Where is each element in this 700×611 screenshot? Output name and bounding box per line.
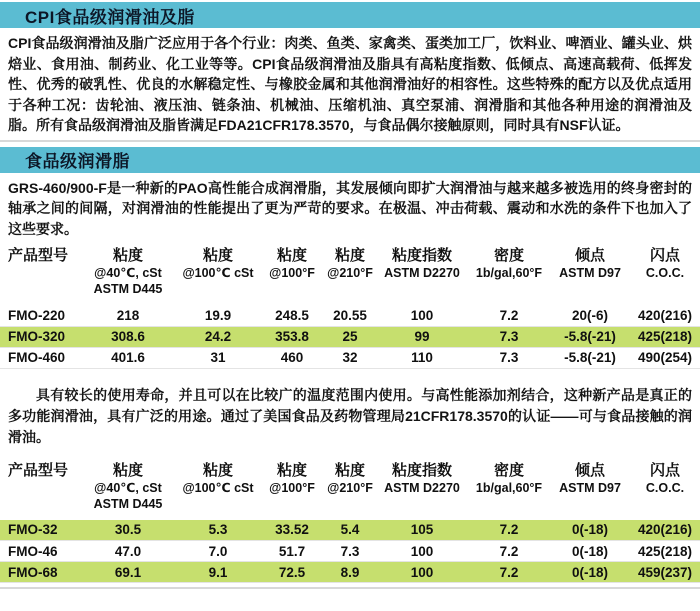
section-header-cpi-food-grade bbox=[0, 2, 700, 28]
column-header-viscosity-210f: 粘度 @210°F bbox=[327, 247, 373, 280]
value-cell: 460 bbox=[280, 350, 304, 365]
value-cell: 490(254) bbox=[637, 350, 693, 365]
value-cell: 425(218) bbox=[637, 543, 693, 559]
value-cell: 420(216) bbox=[637, 307, 693, 323]
value-cell: 0(-18) bbox=[571, 543, 608, 559]
column-header-viscosity-40c: 粘度 @40℃, cSt ASTM D445 bbox=[93, 247, 163, 296]
table-row-fmo-320 bbox=[0, 326, 700, 347]
column-header-viscosity-index: 粘度指数 ASTM D2270 bbox=[384, 461, 460, 495]
value-cell: 7.0 bbox=[208, 543, 228, 559]
column-header-viscosity-100f: 粘度 @100°F bbox=[269, 461, 315, 495]
column-header-flash-point: 闪点 C.O.C. bbox=[645, 461, 685, 495]
section-divider bbox=[0, 140, 700, 142]
intro-paragraph: CPI食品级润滑油及脂广泛应用于各个行业：肉类、鱼类、家禽类、蛋类加工厂，饮料业、啤酒业、罐头业、烘焙业、食用油、制药业、化工业等等。CPI食品级润滑油及脂具有高粘度指数、低倾点、高速高载荷、低挥发性、优秀的破乳性、优良的水解稳定性、与橡胶金属和其他润滑油好的相容性。这些特殊的配方以及优点适用于各种工况：齿轮油、液压油、链条油、机械油、压缩机油、真空泵浦、润滑脂和其他各种用途的润滑油及脂。所有食品级润滑油及脂皆满足FDA21CFR178.3570，与食品偶尔接触原则，同时具有NSF认证。 bbox=[8, 35, 692, 133]
column-header-viscosity-100f: 粘度 @100°F bbox=[269, 247, 315, 280]
value-cell: 8.9 bbox=[340, 564, 360, 580]
value-cell: 105 bbox=[410, 522, 434, 538]
column-header-viscosity-index: 粘度指数 ASTM D2270 bbox=[384, 247, 460, 280]
value-cell: 20.55 bbox=[333, 307, 367, 323]
value-cell: 7.2 bbox=[499, 307, 519, 323]
product-model-cell: FMO-320 bbox=[8, 329, 66, 344]
value-cell: 100 bbox=[410, 307, 434, 323]
value-cell: 69.1 bbox=[114, 564, 142, 580]
value-cell: 7.3 bbox=[499, 350, 519, 365]
column-header-flash-point: 闪点 C.O.C. bbox=[645, 247, 685, 280]
column-header-pour-point: 倾点 ASTM D97 bbox=[559, 247, 621, 280]
value-cell: 72.5 bbox=[278, 564, 306, 580]
value-cell: 308.6 bbox=[111, 329, 145, 344]
column-header-product: 产品型号 bbox=[8, 461, 69, 479]
table-row-fmo-220 bbox=[0, 305, 700, 326]
table-row-fmo-460 bbox=[0, 347, 700, 368]
value-cell: 420(216) bbox=[637, 522, 693, 538]
table-header-row bbox=[0, 460, 700, 520]
table-row-fmo-32 bbox=[0, 520, 700, 541]
value-cell: 20(-6) bbox=[571, 307, 608, 323]
column-header-viscosity-100c: 粘度 @100℃ cSt bbox=[182, 247, 254, 280]
value-cell: 110 bbox=[411, 350, 433, 365]
value-cell: 401.6 bbox=[111, 350, 145, 365]
value-cell: 100 bbox=[410, 564, 434, 580]
value-cell: 0(-18) bbox=[571, 522, 608, 538]
value-cell: 19.9 bbox=[204, 307, 232, 323]
value-cell: 7.3 bbox=[340, 543, 360, 559]
section-title: CPI食品级润滑油及脂 bbox=[25, 7, 195, 27]
value-cell: 353.8 bbox=[275, 329, 309, 344]
column-header-viscosity-100c: 粘度 @100℃ cSt bbox=[182, 461, 254, 495]
value-cell: -5.8(-21) bbox=[564, 350, 616, 365]
fmo-description-paragraph: 具有较长的使用寿命，并且可以在比较广的温度范围内使用。与高性能添加剂结合，这种新产品是真正的多功能润滑油，具有广泛的用途。通过了美国食品及药物管理局21CFR178.3570的认证——可与食品接触的润滑油。 bbox=[8, 386, 692, 445]
value-cell: 31 bbox=[210, 350, 226, 365]
value-cell: 99 bbox=[414, 329, 430, 344]
value-cell: 425(218) bbox=[637, 329, 693, 344]
column-header-density: 密度 1b/gal,60°F bbox=[475, 461, 543, 495]
spec-table-1 bbox=[0, 245, 700, 369]
table-header-row bbox=[0, 245, 700, 305]
value-cell: 51.7 bbox=[278, 543, 306, 559]
product-model-cell: FMO-220 bbox=[8, 307, 66, 323]
section-title: 食品级润滑脂 bbox=[25, 152, 130, 171]
column-header-viscosity-210f: 粘度 @210°F bbox=[327, 461, 373, 495]
column-header-pour-point: 倾点 ASTM D97 bbox=[559, 461, 621, 495]
value-cell: 248.5 bbox=[275, 307, 309, 323]
value-cell: 9.1 bbox=[208, 564, 228, 580]
value-cell: 32 bbox=[342, 350, 358, 365]
value-cell: 100 bbox=[410, 543, 434, 559]
product-model-cell: FMO-460 bbox=[8, 350, 66, 365]
value-cell: 5.3 bbox=[208, 522, 228, 538]
product-model-cell: FMO-46 bbox=[8, 543, 58, 559]
value-cell: 218 bbox=[116, 307, 140, 323]
value-cell: 47.0 bbox=[114, 543, 142, 559]
value-cell: 7.2 bbox=[499, 564, 519, 580]
grease-paragraph: GRS-460/900-F是一种新的PAO高性能合成润滑脂，其发展倾向即扩大润滑油与越来越多被选用的终身密封的轴承之间的间隔，对润滑油的性能提出了更为严苛的要求。在极温、冲击荷载、震动和水洗的条件下也加入了这些要求。 bbox=[8, 179, 692, 237]
value-cell: 7.3 bbox=[499, 329, 519, 344]
value-cell: 33.52 bbox=[275, 522, 309, 538]
value-cell: 30.5 bbox=[114, 522, 142, 538]
value-cell: 0(-18) bbox=[571, 564, 608, 580]
value-cell: 25 bbox=[342, 329, 358, 344]
bottom-divider bbox=[0, 587, 700, 589]
column-header-viscosity-40c: 粘度 @40℃, cSt ASTM D445 bbox=[93, 461, 163, 511]
column-header-product: 产品型号 bbox=[8, 247, 69, 264]
value-cell: 5.4 bbox=[340, 522, 360, 538]
value-cell: 459(237) bbox=[637, 564, 693, 580]
value-cell: 24.2 bbox=[204, 329, 232, 344]
table-row-fmo-68 bbox=[0, 562, 700, 583]
value-cell: 7.2 bbox=[499, 543, 519, 559]
product-model-cell: FMO-32 bbox=[8, 522, 58, 538]
value-cell: -5.8(-21) bbox=[564, 329, 616, 344]
spec-table-2 bbox=[0, 460, 700, 584]
column-header-density: 密度 1b/gal,60°F bbox=[475, 247, 543, 280]
product-model-cell: FMO-68 bbox=[8, 564, 58, 580]
section-header-food-grade-grease bbox=[0, 147, 700, 173]
value-cell: 7.2 bbox=[499, 522, 519, 538]
table-row-fmo-46 bbox=[0, 541, 700, 562]
